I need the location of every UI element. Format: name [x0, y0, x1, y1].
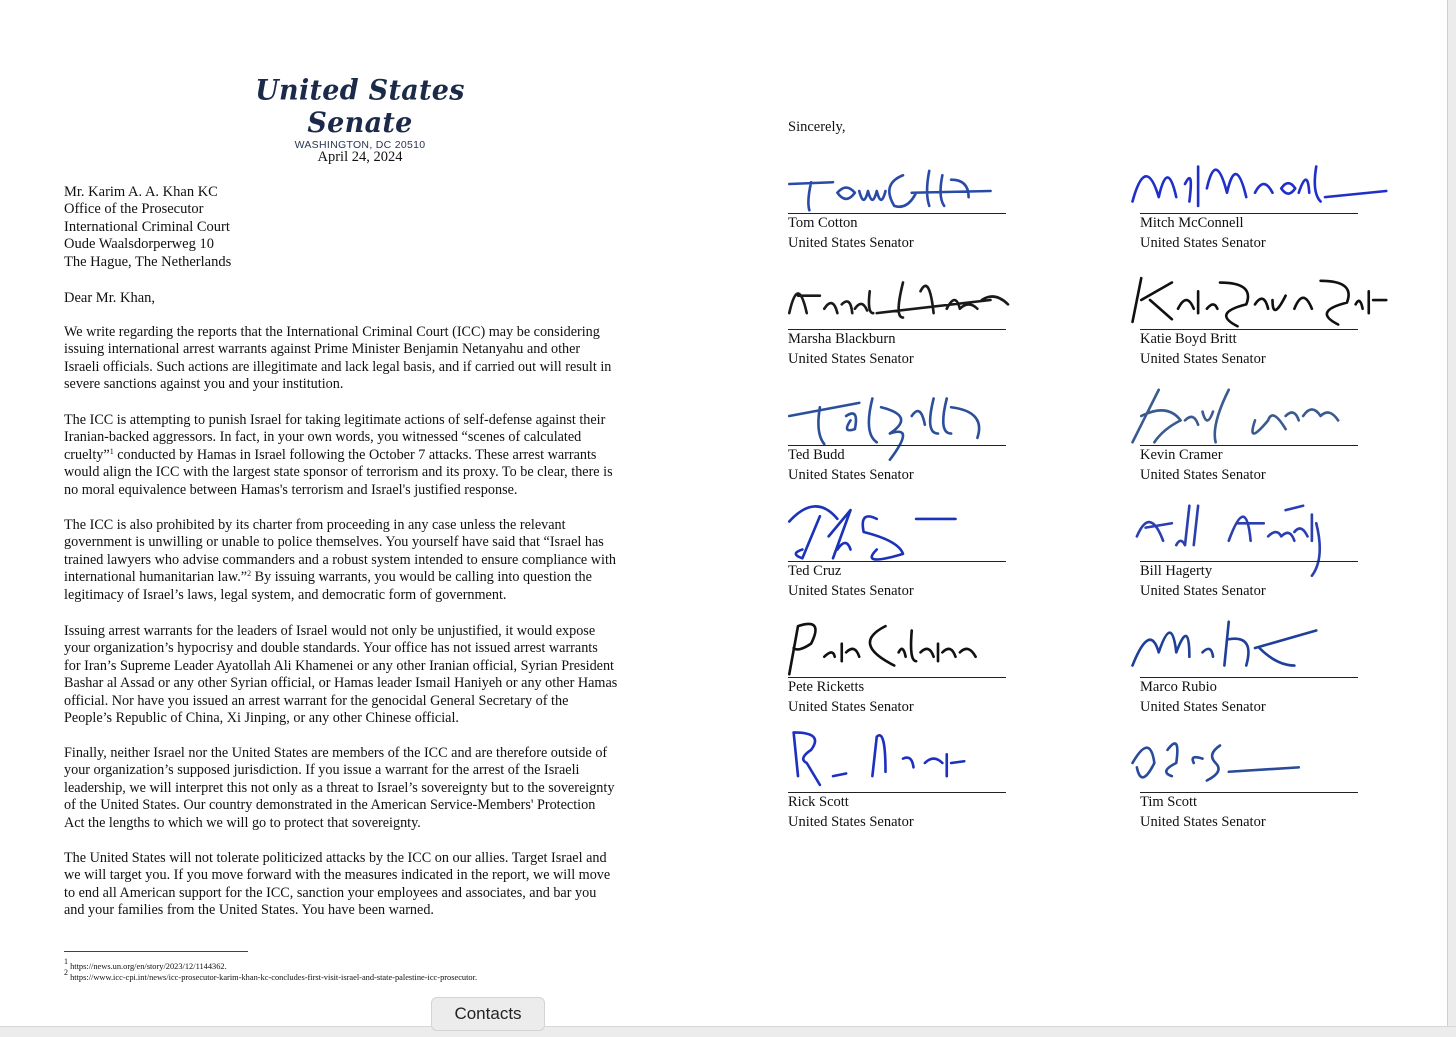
address-line: International Criminal Court: [64, 218, 230, 235]
signature-line: [788, 329, 1006, 330]
signatory-name: Bill Hagerty: [1140, 563, 1213, 579]
address-line: Mr. Karim A. A. Khan KC: [64, 184, 218, 200]
handwritten-signature: [1120, 613, 1390, 683]
line-continuation: By issuing warrants, you would be calling into question the: [254, 569, 592, 586]
paragraph-2: [64, 412, 664, 499]
text-line: trained lawyers who advise commanders and a robust system intended to ensure compliance with: [64, 551, 616, 568]
handwritten-signature: [768, 381, 1038, 451]
text-line: Finally, neither Israel nor the United States are members of the ICC and are therefore outside of: [64, 745, 608, 761]
signatory-name: Marco Rubio: [1140, 679, 1217, 695]
handwritten-signature: [768, 613, 1038, 683]
signature-line: [788, 561, 1006, 562]
text-line: government is unwilling or unable to police themselves. You yourself have said that “Israel has: [64, 534, 604, 551]
footnote: [64, 968, 478, 983]
text-line: legitimacy of Israel’s laws, legal system, and democratic form of government.: [64, 586, 507, 603]
text-line: People’s Republic of China, Xi Jinping, or any other Chinese official.: [64, 710, 459, 727]
text-line: The ICC is attempting to punish Israel for taking legitimate actions of self-defense against their: [64, 412, 606, 428]
footnote-number: 2: [64, 968, 68, 977]
footnote-link[interactable]: https://www.icc-cpi.int/news/icc-prosecutor-karim-khan-kc-concludes-first-visit-israel-and-state-palestine-icc-prosecutor.: [70, 973, 478, 982]
recipient-address: [64, 184, 231, 271]
signatory-name: Kevin Cramer: [1140, 447, 1223, 463]
address-line: Office of the Prosecutor: [64, 201, 204, 218]
line-continuation: conducted by Hamas in Israel following the October 7 attacks. These arrest warrants: [117, 446, 597, 463]
text-line: of the United States. Our country demonstrated in the American Service-Members' Protection: [64, 797, 596, 814]
text-line: to end all American support for the ICC, sanction your employees and associates, and bar you: [64, 884, 597, 901]
address-line: Oude Waalsdorperweg 10: [64, 236, 214, 253]
signature-line: [788, 677, 1006, 678]
letter-date: April 24, 2024: [317, 149, 403, 165]
signatory-name: Pete Ricketts: [788, 679, 865, 695]
signature-line: [1140, 329, 1358, 330]
signatory-title: United States Senator: [788, 467, 914, 483]
text-line: and your families from the United States. You have been warned.: [64, 902, 434, 919]
quote-fragment: cruelty”: [64, 446, 110, 463]
handwritten-signature: [1120, 265, 1390, 335]
text-line: we will target you. If you move forward with the measures indicated in the report, we will move: [64, 867, 611, 884]
signature-line: [788, 445, 1006, 446]
paragraph-3: [64, 517, 664, 604]
signatory-name: Marsha Blackburn: [788, 331, 896, 347]
handwritten-signature: [1120, 497, 1390, 567]
address-line: The Hague, The Netherlands: [64, 253, 232, 270]
text-line: your organization’s supposed jurisdiction. If you issue a warrant for the arrest of the Israeli: [64, 762, 580, 779]
signatory-name: Mitch McConnell: [1140, 215, 1244, 231]
letterhead-city: WASHINGTON, DC 20510: [294, 139, 426, 151]
handwritten-signature: [1120, 728, 1390, 798]
bottom-window-edge: [0, 1026, 1456, 1037]
paragraph-5: [64, 745, 664, 832]
signatory-title: United States Senator: [1140, 235, 1266, 251]
closing: Sincerely,: [788, 119, 846, 135]
text-line: The United States will not tolerate politicized attacks by the ICC on our allies. Target Israel and: [64, 850, 607, 866]
signatory-title: United States Senator: [1140, 699, 1266, 715]
text-line: severe sanctions against you and your institution.: [64, 376, 344, 393]
text-line: Bashar al Assad or any other Syrian official, or Hamas leader Ismail Haniyeh or any other Hamas: [64, 675, 618, 692]
signatory-name: Tom Cotton: [788, 215, 858, 231]
paragraph-4: [64, 623, 664, 727]
signatory-title: United States Senator: [1140, 467, 1266, 483]
letterhead: [200, 76, 520, 151]
signature-line: [1140, 792, 1358, 793]
text-line: official. Nor have you issued an arrest warrant for the genocidal General Secretary of the: [64, 692, 569, 709]
signature-line: [788, 792, 1006, 793]
text-line: your organization’s hypocrisy and double standards. Your office has not issued arrest warrants: [64, 640, 598, 657]
text-line: issuing international arrest warrants against Prime Minister Benjamin Netanyahu and other: [64, 341, 581, 358]
letterhead-name: United States Senate: [255, 74, 465, 140]
handwritten-signature: [768, 497, 1038, 567]
footnote-marker: 1: [109, 446, 114, 456]
signatory-name: Rick Scott: [788, 794, 849, 810]
footnote-marker: 2: [247, 569, 252, 579]
text-line: for Iran’s Supreme Leader Ayatollah Ali Khamenei or any other Iranian official, Syrian President: [64, 657, 614, 674]
text-line: leadership, we will interpret this not only as a threat to Israel’s sovereignty but to the sovereignty: [64, 779, 615, 796]
signatory-name: Tim Scott: [1140, 794, 1198, 810]
text-line: Iranian-backed aggressors. In fact, in your own words, you witnessed “scenes of calculated: [64, 429, 582, 446]
text-line: [64, 447, 664, 464]
handwritten-signature: [1120, 149, 1390, 219]
signatory-title: United States Senator: [788, 235, 914, 251]
signature-line: [1140, 561, 1358, 562]
signatory-title: United States Senator: [1140, 351, 1266, 367]
text-line: no moral equivalence between Hamas's terrorism and Israel's justified response.: [64, 481, 518, 498]
contacts-button[interactable]: Contacts: [431, 997, 545, 1031]
signatory-title: United States Senator: [788, 583, 914, 599]
text-line: would align the ICC with the largest state sponsor of terrorism and its proxy. To be clear, there is: [64, 464, 613, 481]
handwritten-signature: [768, 149, 1038, 219]
signatory-title: United States Senator: [1140, 814, 1266, 830]
footnote-link[interactable]: https://news.un.org/en/story/2023/12/1144362.: [70, 962, 227, 971]
footnote-number: 1: [64, 957, 68, 966]
signature-line: [1140, 213, 1358, 214]
signatory-title: United States Senator: [788, 814, 914, 830]
signatory-title: United States Senator: [788, 699, 914, 715]
signature-line: [1140, 445, 1358, 446]
text-line: The ICC is also prohibited by its charter from proceeding in any case unless the relevant: [64, 517, 566, 533]
text-line: Issuing arrest warrants for the leaders of Israel would not only be unjustified, it would expose: [64, 623, 596, 639]
paragraph-1: [64, 324, 664, 394]
text-line: [64, 569, 664, 586]
paragraph-6: [64, 850, 664, 920]
text-line: Act the lengths to which we will go to protect that sovereignty.: [64, 814, 421, 831]
signatory-name: Katie Boyd Britt: [1140, 331, 1237, 347]
salutation: Dear Mr. Khan,: [64, 290, 156, 306]
text-line: Israeli officials. Such actions are illegitimate and lack legal basis, and if carried out will result in: [64, 358, 612, 375]
footnote-divider: [64, 951, 248, 952]
signatory-title: United States Senator: [788, 351, 914, 367]
signatory-name: Ted Cruz: [788, 563, 842, 579]
handwritten-signature: [768, 265, 1038, 335]
footnotes: [64, 957, 478, 983]
handwritten-signature: [768, 728, 1038, 798]
signatory-name: Ted Budd: [788, 447, 845, 463]
quote-fragment: international humanitarian law.”: [64, 569, 248, 586]
handwritten-signature: [1120, 381, 1390, 451]
signatory-title: United States Senator: [1140, 583, 1266, 599]
right-window-edge: [1447, 0, 1456, 1036]
text-line: We write regarding the reports that the International Criminal Court (ICC) may be considering: [64, 324, 600, 340]
signature-line: [788, 213, 1006, 214]
footnote: [64, 957, 477, 972]
signature-line: [1140, 677, 1358, 678]
